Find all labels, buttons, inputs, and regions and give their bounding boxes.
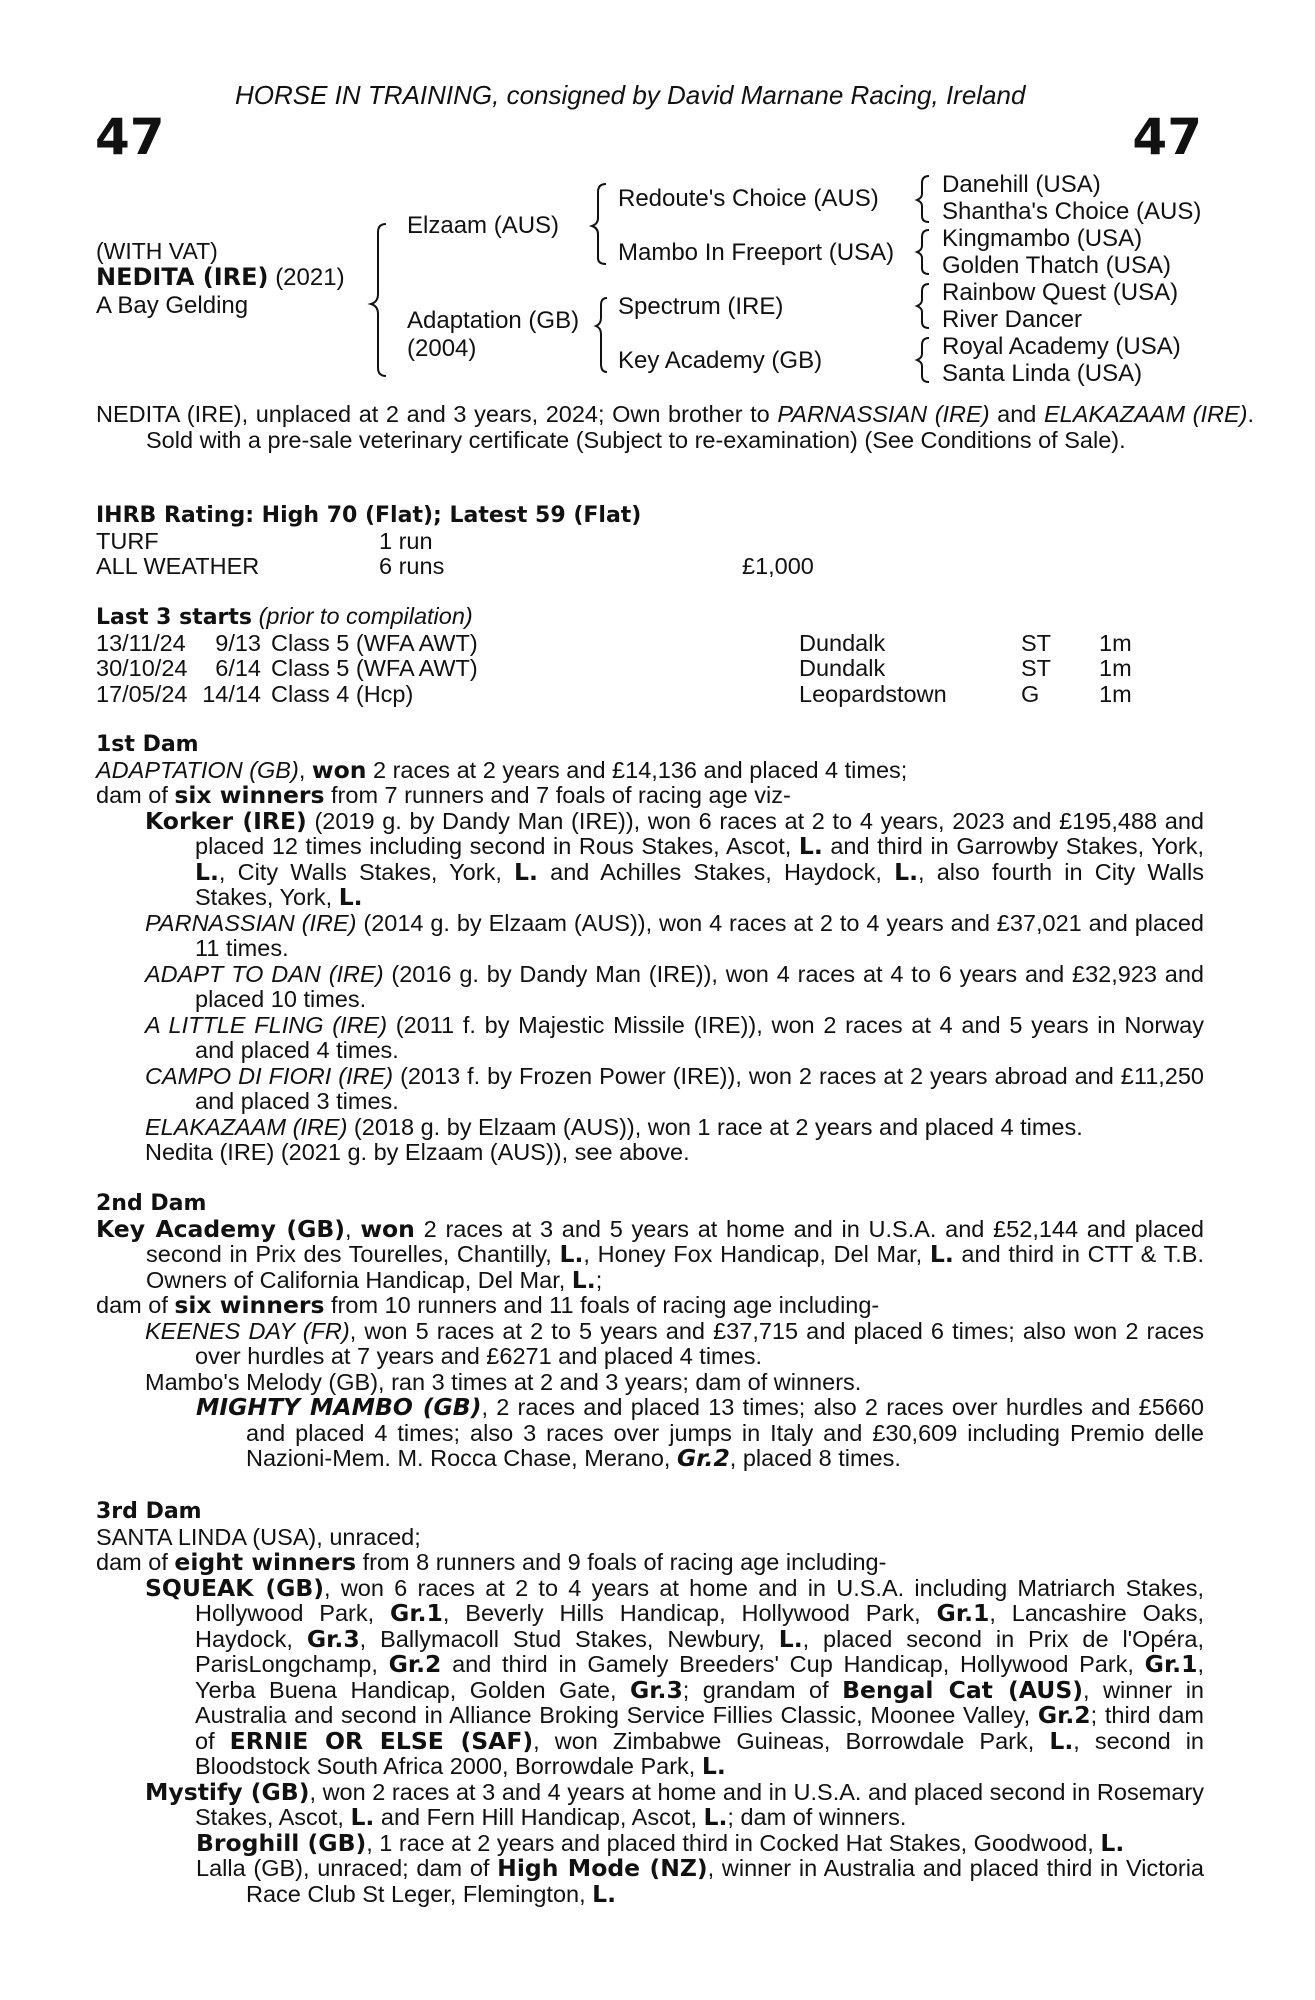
- progeny-campo-di-fiori: [96, 1064, 1204, 1115]
- group-mark: Gr.1: [1144, 1650, 1198, 1678]
- text: Lalla (GB), unraced; dam of: [196, 1855, 498, 1881]
- progeny-elakazaam: [96, 1115, 1204, 1141]
- relative-name: High Mode (NZ): [497, 1854, 708, 1882]
- listed-mark: L.: [350, 1803, 375, 1831]
- pedigree-sds: Kingmambo (USA): [942, 225, 1143, 252]
- text: and third in Gamely Breeders' Cup Handicap, Hollywood Park,: [441, 1651, 1145, 1677]
- text: ;: [595, 1266, 603, 1293]
- relative-name: ERNIE OR ELSE (SAF): [229, 1726, 534, 1755]
- pedigree-sire: Elzaam (AUS): [407, 212, 560, 239]
- rating-prize: £1,000: [742, 553, 814, 579]
- progeny-lalla: [96, 1856, 1204, 1907]
- text: , also fourth in City Walls Stakes, York,: [195, 858, 1204, 910]
- progeny-korker: [96, 806, 1204, 911]
- text: dam of: [96, 1292, 175, 1318]
- progeny-name: MIGHTY MAMBO (GB): [196, 1393, 482, 1421]
- text: and Fern Hill Handicap, Ascot,: [374, 1804, 704, 1830]
- pedigree-dsd: River Dancer: [942, 306, 1083, 333]
- group-mark: Gr.2: [388, 1650, 442, 1678]
- listed-mark: L.: [778, 1624, 803, 1653]
- third-dam-section: [96, 1499, 1204, 1907]
- start-date: 30/10/24: [96, 655, 188, 681]
- intro-text-2: and: [989, 401, 1044, 427]
- progeny-adapt-to-dan: [96, 962, 1204, 1013]
- pedigree-sire-dam: Mambo In Freeport (USA): [618, 239, 895, 266]
- start-going: ST: [1021, 655, 1052, 681]
- relative-name: Bengal Cat (AUS): [842, 1675, 1083, 1704]
- winners-count: six winners: [174, 781, 325, 809]
- listed-mark: L.: [929, 1240, 954, 1268]
- third-dam-produce-line: [96, 1550, 1204, 1576]
- starts-section: [96, 604, 1204, 707]
- text: (2018 g. by Elzaam (AUS)), won 1 race at 2 years and placed 4 times.: [347, 1113, 1083, 1140]
- consignor-header: HORSE IN TRAINING, consigned by David Marnane Racing, Ireland: [235, 80, 1026, 110]
- first-dam-produce-line: [96, 783, 1204, 809]
- rating-surface: TURF: [96, 527, 159, 554]
- text: from 10 runners and 11 foals of racing age including-: [324, 1292, 880, 1318]
- pedigree-sss: Danehill (USA): [942, 171, 1101, 198]
- intro-paragraph: [96, 402, 1254, 453]
- listed-mark: L.: [701, 1752, 726, 1780]
- progeny-broghill: [96, 1828, 1204, 1857]
- text: , Ballymacoll Stud Stakes, Newbury,: [359, 1625, 779, 1652]
- text: Mambo's Melody (GB), ran 3 times at 2 and 3 years; dam of winners.: [145, 1368, 862, 1395]
- start-class: Class 5 (WFA AWT): [271, 655, 478, 681]
- progeny-mambos-melody: [96, 1370, 1204, 1396]
- listed-mark: L.: [571, 1265, 596, 1294]
- text: , Beverly Hills Handicap, Hollywood Park,: [442, 1600, 937, 1626]
- first-dam-section: [96, 732, 1204, 1166]
- group-mark: Gr.2: [1037, 1701, 1091, 1729]
- third-dam-title: 3rd Dam: [96, 1499, 202, 1524]
- progeny-name: Mystify (GB): [145, 1777, 310, 1806]
- text: ,: [345, 1215, 361, 1242]
- text: , placed 8 times.: [729, 1445, 901, 1471]
- text: and third in Garrowby Stakes, York,: [822, 833, 1204, 859]
- text: 2 races at 3 and 5 years at home and in U.S.A. and £52,144 and placed second in Prix des Tourelles, Chantilly,: [146, 1215, 1204, 1267]
- start-date: 17/05/24: [96, 680, 188, 707]
- won-label: won: [360, 1214, 415, 1243]
- text: dam of: [96, 1549, 175, 1575]
- text: , Yerba Buena Handicap, Golden Gate,: [195, 1651, 1204, 1703]
- text: , Lancashire Oaks, Haydock,: [195, 1600, 1205, 1652]
- horse-description: A Bay Gelding: [96, 292, 249, 319]
- listed-mark: L.: [1049, 1726, 1074, 1755]
- listed-mark: L.: [338, 883, 363, 911]
- progeny-parnassian: [96, 911, 1204, 962]
- text: , won 6 races at 2 to 4 years at home and in U.S.A. including Matriarch Stakes, Hollywood Park,: [195, 1574, 1204, 1626]
- progeny-name: ADAPT TO DAN (IRE): [145, 960, 384, 987]
- rating-runs: 6 runs: [379, 553, 445, 579]
- listed-mark: L.: [559, 1240, 584, 1268]
- pedigree-dss: Rainbow Quest (USA): [942, 279, 1179, 306]
- listed-mark: L.: [514, 857, 538, 886]
- progeny-name: SQUEAK (GB): [145, 1573, 325, 1602]
- pedigree-dam-year: (2004): [407, 335, 477, 362]
- start-position: 9/13: [215, 629, 261, 656]
- second-dam-section: [96, 1191, 1204, 1472]
- start-row: [96, 631, 1204, 657]
- second-dam-line: [96, 1214, 1204, 1294]
- text: ; dam of winners.: [727, 1804, 907, 1830]
- text: dam of: [96, 782, 175, 808]
- rating-section: [96, 503, 1204, 580]
- start-class: Class 5 (WFA AWT): [271, 629, 478, 656]
- text: and Achilles Stakes, Haydock,: [537, 858, 895, 885]
- start-class: Class 4 (Hcp): [271, 680, 414, 707]
- text: , winner in Australia and second in Alliance Broking Service Fillies Classic, Moonee Valley,: [195, 1676, 1205, 1728]
- text: (2014 g. by Elzaam (AUS)), won 4 races at 2 to 4 years and £37,021 and placed 11 times.: [195, 909, 1204, 961]
- start-course: Dundalk: [799, 655, 886, 681]
- pedigree-dam: Adaptation (GB): [407, 307, 580, 334]
- lot-number-left: 47: [95, 108, 165, 166]
- winners-count: eight winners: [174, 1548, 357, 1576]
- group-mark: Gr.3: [306, 1624, 360, 1653]
- text: Nedita (IRE) (2021 g. by Elzaam (AUS)), see above.: [145, 1139, 690, 1165]
- text: , 2 races and placed 13 times; also 2 races over hurdles and £5660 and placed 4 times; also 3 races over jumps in Italy and £30,609 including Premio delle Nazioni-Mem. M. Rocca Chase, Merano,: [246, 1394, 1204, 1471]
- progeny-name: KEENES DAY (FR): [145, 1317, 350, 1344]
- progeny-mystify: [96, 1777, 1204, 1831]
- pedigree-dds: Royal Academy (USA): [942, 333, 1181, 360]
- progeny-mighty-mambo: [96, 1395, 1204, 1472]
- text: (2019 g. by Dandy Man (IRE)), won 6 races at 2 to 4 years, 2023 and £195,488 and placed 12 times including second in Rous Stakes, Ascot,: [195, 807, 1204, 859]
- rating-runs: 1 run: [379, 527, 433, 554]
- text: ; third dam of: [195, 1702, 1204, 1754]
- text: , won Zimbabwe Guineas, Borrowdale Park,: [533, 1727, 1050, 1754]
- intro-text: NEDITA (IRE), unplaced at 2 and 3 years, 2024; Own brother to: [96, 401, 778, 427]
- text: ,: [298, 756, 312, 783]
- second-dam-name: Key Academy (GB): [96, 1214, 346, 1243]
- vat-note: (WITH VAT): [96, 238, 218, 264]
- first-dam-title: 1st Dam: [96, 732, 199, 757]
- intro-sibling-2: ELAKAZAAM (IRE): [1043, 401, 1248, 427]
- second-dam-produce-line: [96, 1293, 1204, 1319]
- text: ; grandam of: [682, 1676, 843, 1703]
- progeny-name: PARNASSIAN (IRE): [145, 909, 357, 936]
- text: , 1 race at 2 years and placed third in Cocked Hat Stakes, Goodwood,: [366, 1829, 1101, 1856]
- starts-subtitle: (prior to compilation): [258, 603, 473, 629]
- group-mark: Gr.2: [676, 1444, 730, 1472]
- intro-sibling-1: PARNASSIAN (IRE): [777, 401, 990, 427]
- pedigree-sdd: Golden Thatch (USA): [942, 252, 1171, 279]
- start-course: Leopardstown: [799, 680, 947, 707]
- text: (2011 f. by Majestic Missile (IRE)), won 2 races at 4 and 5 years in Norway and placed 4 times.: [195, 1011, 1204, 1063]
- progeny-name: Broghill (GB): [196, 1828, 367, 1857]
- progeny-keenes-day: [96, 1319, 1204, 1370]
- text: , winner in Australia and placed third in Victoria Race Club St Leger, Flemington,: [246, 1855, 1204, 1907]
- rating-title: IHRB Rating: High 70 (Flat); Latest 59 (Flat): [96, 503, 642, 528]
- start-row: [96, 682, 1204, 708]
- rating-row: [96, 529, 1204, 555]
- third-dam-line: SANTA LINDA (USA), unraced;: [96, 1523, 421, 1550]
- won-label: won: [311, 755, 367, 784]
- text: , placed second in Prix de l'Opéra, ParisLongchamp,: [195, 1625, 1204, 1677]
- group-mark: Gr.1: [390, 1599, 443, 1627]
- pedigree-sire-sire: Redoute's Choice (AUS): [618, 185, 879, 212]
- text: , won 2 races at 3 and 4 years at home and in U.S.A. and placed second in Rosemary Stakes, Ascot,: [195, 1778, 1204, 1830]
- first-dam-name: ADAPTATION (GB): [96, 756, 299, 783]
- start-going: G: [1021, 680, 1040, 707]
- intro-text-3: . Sold with a pre-sale veterinary certificate (Subject to re-examination) (See Conditions of Sale).: [146, 401, 1254, 453]
- rating-row: [96, 554, 1204, 580]
- text: (2013 f. by Frozen Power (IRE)), won 2 races at 2 years abroad and £11,250 and placed 3 times.: [195, 1062, 1204, 1114]
- first-dam-line: [96, 755, 1204, 784]
- listed-mark: L.: [798, 832, 823, 860]
- start-position: 14/14: [202, 680, 261, 707]
- text: 2 races at 2 years and £14,136 and placed 4 times;: [366, 756, 908, 783]
- start-distance: 1m: [1099, 680, 1132, 707]
- progeny-name: ELAKAZAAM (IRE): [145, 1113, 348, 1140]
- progeny-nedita: [96, 1140, 1204, 1166]
- starts-title: Last 3 starts: [96, 605, 253, 630]
- start-date: 13/11/24: [96, 629, 186, 656]
- lot-number-right: 47: [1132, 108, 1202, 166]
- text: from 7 runners and 7 foals of racing age viz-: [324, 782, 791, 808]
- text: from 8 runners and 9 foals of racing age including-: [356, 1549, 887, 1575]
- starts-heading: [96, 604, 1204, 631]
- text: (2016 g. by Dandy Man (IRE)), won 4 races at 4 to 6 years and £32,923 and placed 10 times.: [195, 960, 1204, 1012]
- progeny-name: CAMPO DI FIORI (IRE): [145, 1062, 394, 1089]
- progeny-name: A LITTLE FLING (IRE): [145, 1011, 388, 1038]
- horse-year: (2021): [275, 264, 345, 291]
- horse-name: NEDITA (IRE): [96, 263, 269, 291]
- group-mark: Gr.1: [936, 1599, 990, 1627]
- start-going: ST: [1021, 629, 1052, 656]
- start-distance: 1m: [1099, 655, 1132, 681]
- pedigree-ddd: Santa Linda (USA): [942, 360, 1143, 387]
- pedigree-dam-dam: Key Academy (GB): [618, 347, 823, 374]
- group-mark: Gr.3: [629, 1675, 683, 1704]
- start-course: Dundalk: [799, 629, 886, 656]
- text: , Honey Fox Handicap, Del Mar,: [583, 1241, 930, 1267]
- listed-mark: L.: [703, 1803, 728, 1831]
- second-dam-title: 2nd Dam: [96, 1191, 207, 1216]
- text: , City Walls Stakes, York,: [218, 858, 515, 885]
- progeny-squeak: [96, 1573, 1205, 1780]
- listed-mark: L.: [894, 857, 918, 886]
- rating-surface: ALL WEATHER: [96, 553, 260, 579]
- winners-count: six winners: [174, 1291, 325, 1319]
- start-position: 6/14: [215, 655, 261, 681]
- pedigree-dam-sire: Spectrum (IRE): [618, 293, 784, 320]
- listed-mark: L.: [592, 1879, 617, 1908]
- start-row: [96, 656, 1204, 682]
- progeny-a-little-fling: [96, 1013, 1204, 1064]
- pedigree-ssd: Shantha's Choice (AUS): [942, 198, 1202, 225]
- start-distance: 1m: [1099, 629, 1132, 656]
- listed-mark: L.: [1100, 1828, 1125, 1857]
- text: and third in CTT & T.B. Owners of California Handicap, Del Mar,: [146, 1241, 1204, 1293]
- progeny-name: Korker (IRE): [145, 806, 307, 835]
- listed-mark: L.: [195, 857, 219, 886]
- text: , won 5 races at 2 to 5 years and £37,715 and placed 6 times; also won 2 races over hurdles at 7 years and £6271 and placed 4 times.: [195, 1317, 1204, 1369]
- text: , second in Bloodstock South Africa 2000, Borrowdale Park,: [195, 1727, 1204, 1779]
